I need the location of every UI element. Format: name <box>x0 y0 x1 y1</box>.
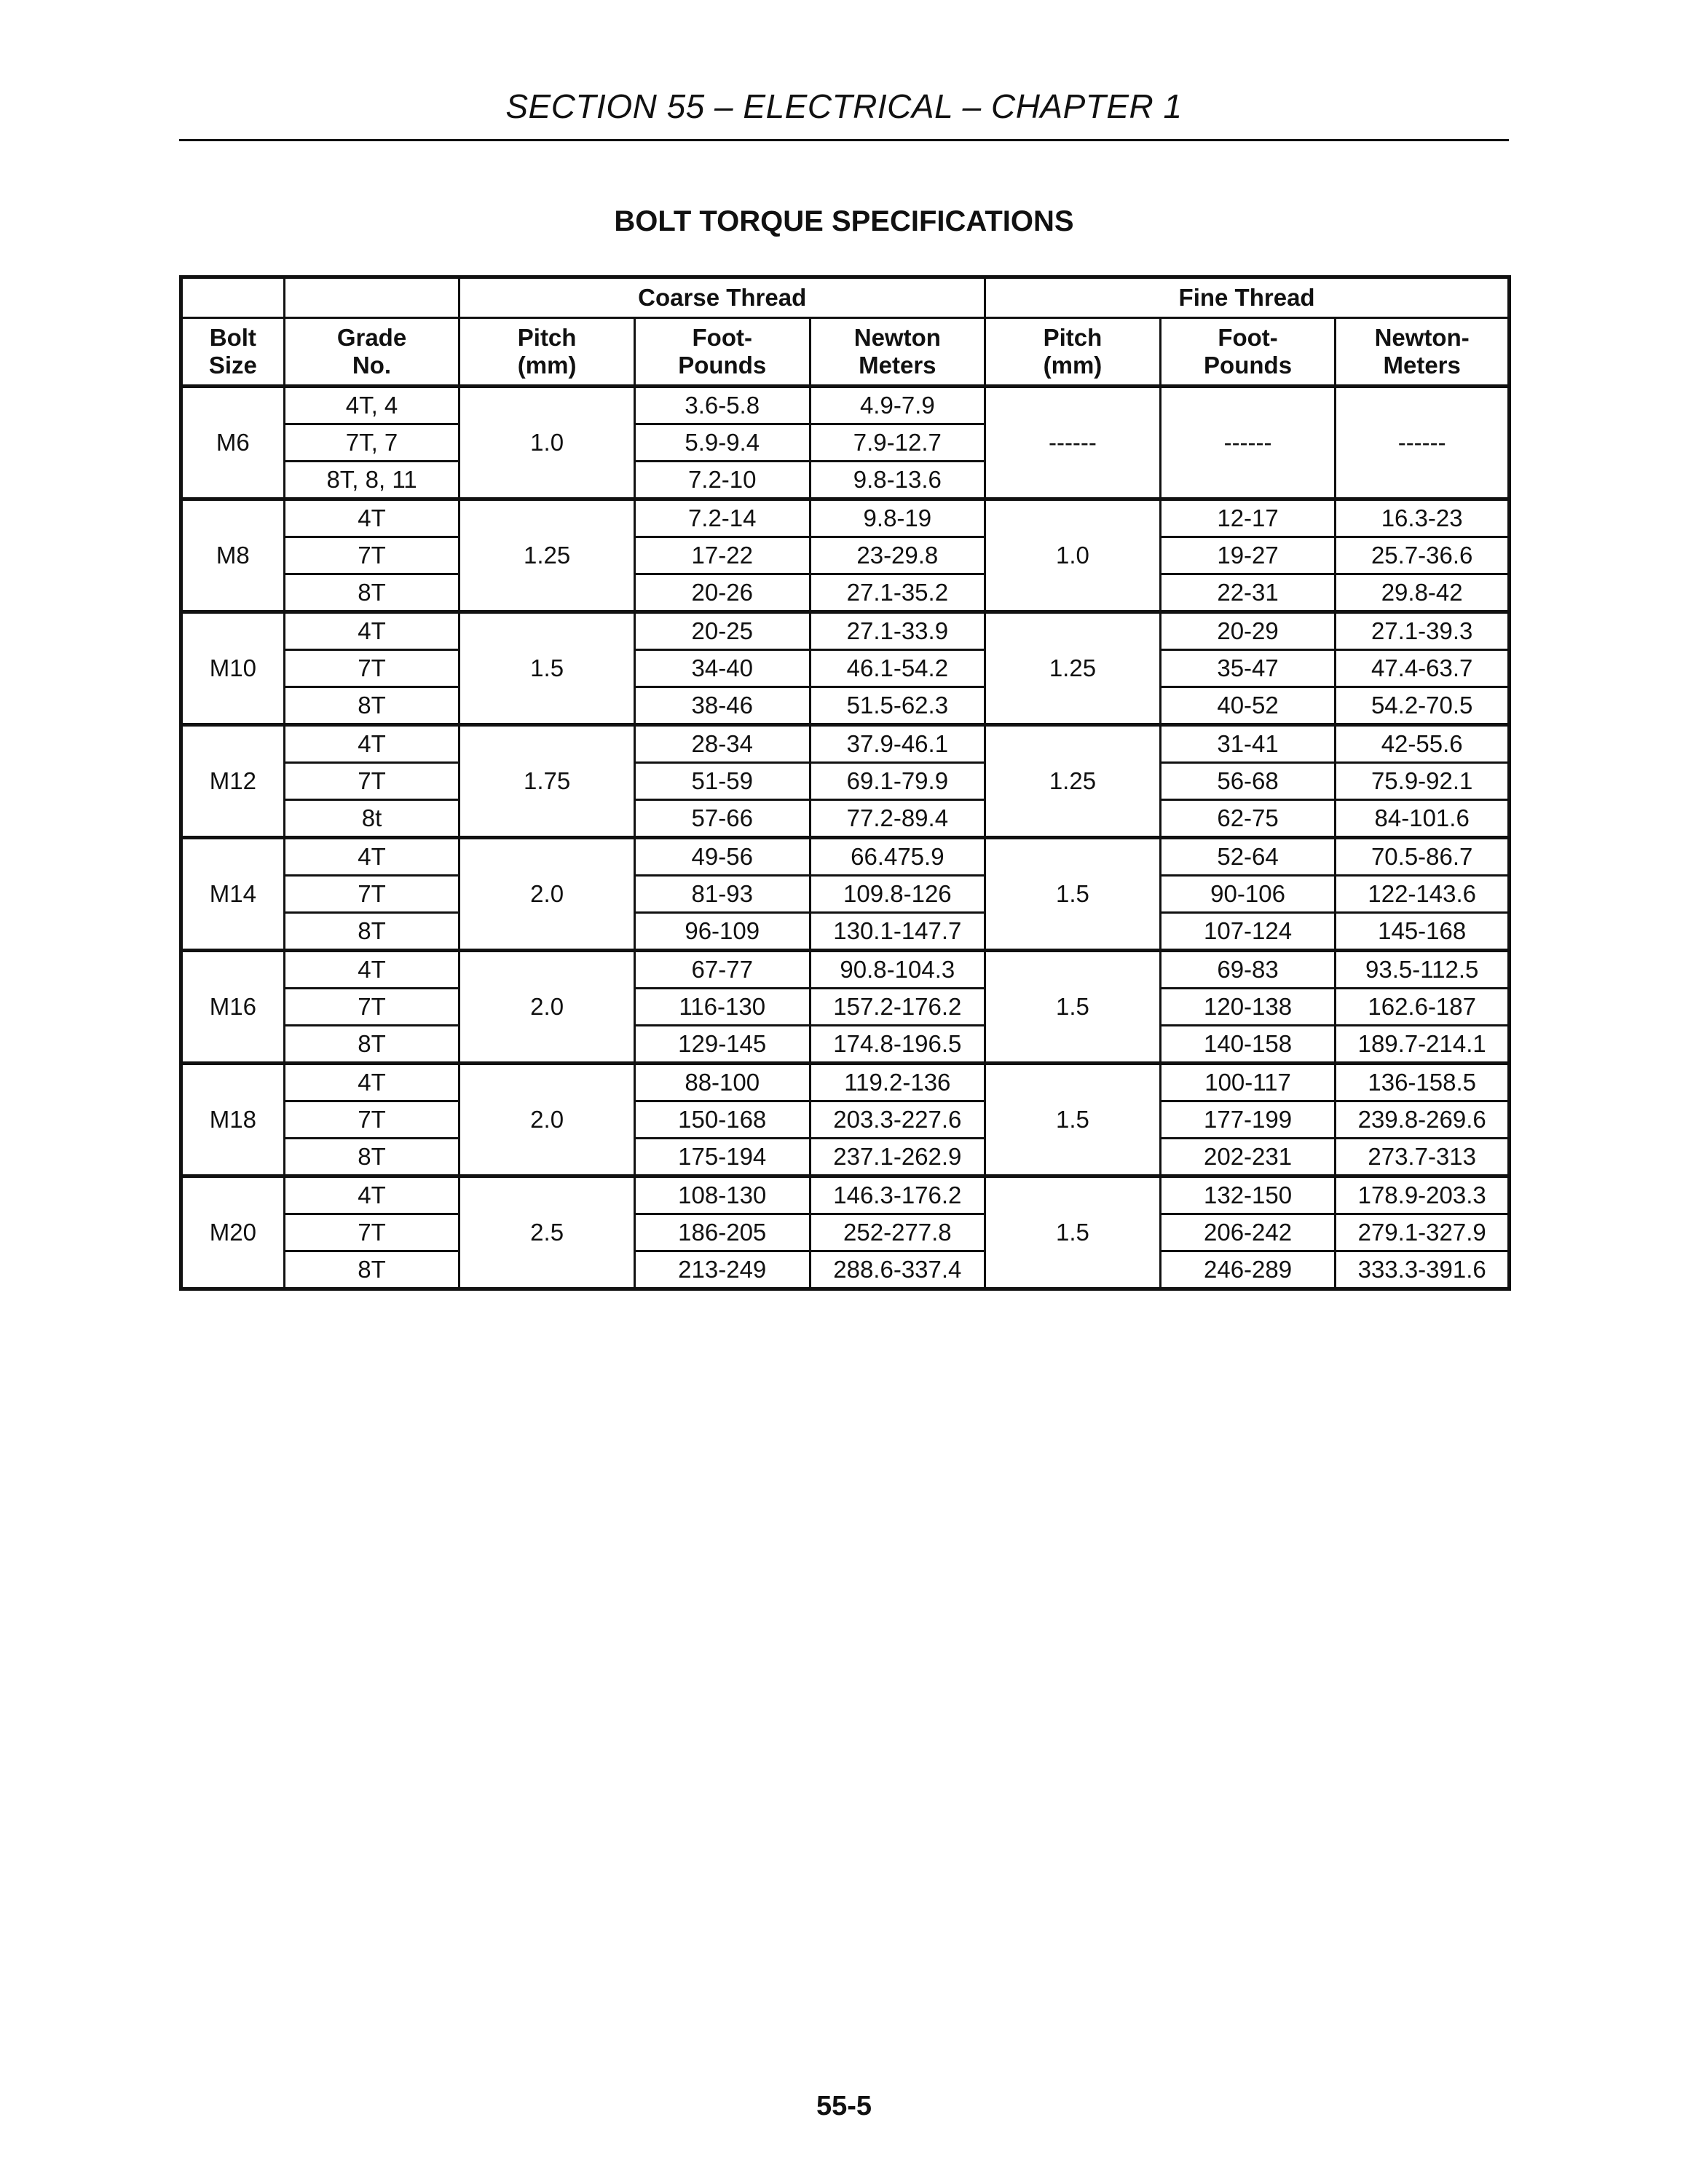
bolt-size-cell: M16 <box>181 951 285 1064</box>
grade-cell: 7T <box>284 1214 460 1251</box>
table-row <box>181 387 1510 424</box>
fine-foot-pounds-cell: 40-52 <box>1160 687 1336 725</box>
col-coarse-newton-meters: Newton Meters <box>810 318 985 387</box>
fine-newton-meters-cell: 333.3-391.6 <box>1336 1251 1510 1289</box>
fine-foot-pounds-cell: 132-150 <box>1160 1176 1336 1214</box>
grade-cell: 4T, 4 <box>284 387 460 424</box>
coarse-foot-pounds-cell: 28-34 <box>634 725 810 763</box>
fine-thread-header: Fine Thread <box>985 277 1510 318</box>
table-row <box>181 1176 1510 1214</box>
table-row <box>181 838 1510 876</box>
fine-foot-pounds-cell: 56-68 <box>1160 763 1336 800</box>
page-number: 55-5 <box>816 2091 872 2121</box>
coarse-pitch-cell: 1.0 <box>460 387 635 499</box>
coarse-foot-pounds-cell: 96-109 <box>634 913 810 951</box>
fine-newton-meters-cell: 84-101.6 <box>1336 800 1510 838</box>
grade-cell: 4T <box>284 725 460 763</box>
coarse-newton-meters-cell: 46.1-54.2 <box>810 650 985 687</box>
col-fine-pitch: Pitch (mm) <box>985 318 1161 387</box>
coarse-foot-pounds-cell: 34-40 <box>634 650 810 687</box>
coarse-foot-pounds-cell: 7.2-10 <box>634 462 810 499</box>
fine-newton-meters-cell: 75.9-92.1 <box>1336 763 1510 800</box>
fine-foot-pounds-cell: 246-289 <box>1160 1251 1336 1289</box>
coarse-newton-meters-cell: 4.9-7.9 <box>810 387 985 424</box>
coarse-foot-pounds-cell: 213-249 <box>634 1251 810 1289</box>
fine-newton-meters-cell: 47.4-63.7 <box>1336 650 1510 687</box>
bolt-size-cell: M8 <box>181 499 285 612</box>
fine-pitch-cell: 1.25 <box>985 725 1161 838</box>
page-title: BOLT TORQUE SPECIFICATIONS <box>614 205 1074 237</box>
bolt-size-cell: M18 <box>181 1064 285 1176</box>
table-row <box>181 1251 1510 1289</box>
col-fine-newton-meters: Newton- Meters <box>1336 318 1510 387</box>
table-row <box>181 725 1510 763</box>
fine-newton-meters-cell: ------ <box>1336 387 1510 499</box>
coarse-newton-meters-cell: 77.2-89.4 <box>810 800 985 838</box>
coarse-foot-pounds-cell: 116-130 <box>634 989 810 1026</box>
table-row <box>181 800 1510 838</box>
coarse-pitch-cell: 2.0 <box>460 951 635 1064</box>
fine-foot-pounds-cell: 202-231 <box>1160 1139 1336 1176</box>
coarse-foot-pounds-cell: 49-56 <box>634 838 810 876</box>
table-row <box>181 1214 1510 1251</box>
col-coarse-foot-pounds: Foot- Pounds <box>634 318 810 387</box>
grade-cell: 4T <box>284 1064 460 1101</box>
coarse-newton-meters-cell: 203.3-227.6 <box>810 1101 985 1139</box>
coarse-thread-header: Coarse Thread <box>460 277 985 318</box>
table-row <box>181 1026 1510 1064</box>
table-row <box>181 763 1510 800</box>
coarse-newton-meters-cell: 109.8-126 <box>810 876 985 913</box>
header-rule <box>179 139 1509 141</box>
fine-pitch-cell: 1.5 <box>985 1064 1161 1176</box>
bolt-size-cell: M20 <box>181 1176 285 1289</box>
grade-cell: 7T <box>284 650 460 687</box>
grade-cell: 7T <box>284 876 460 913</box>
grade-cell: 7T, 7 <box>284 424 460 462</box>
fine-pitch-cell: 1.25 <box>985 612 1161 725</box>
bolt-size-cell: M6 <box>181 387 285 499</box>
coarse-foot-pounds-cell: 20-25 <box>634 612 810 650</box>
coarse-newton-meters-cell: 146.3-176.2 <box>810 1176 985 1214</box>
grade-cell: 8T <box>284 687 460 725</box>
coarse-pitch-cell: 1.25 <box>460 499 635 612</box>
grade-cell: 8T <box>284 1251 460 1289</box>
table-row <box>181 687 1510 725</box>
grade-cell: 7T <box>284 537 460 574</box>
coarse-foot-pounds-cell: 7.2-14 <box>634 499 810 537</box>
section-header: SECTION 55 – ELECTRICAL – CHAPTER 1 <box>505 87 1183 125</box>
col-coarse-pitch: Pitch (mm) <box>460 318 635 387</box>
grade-cell: 4T <box>284 612 460 650</box>
fine-foot-pounds-cell: 62-75 <box>1160 800 1336 838</box>
fine-newton-meters-cell: 93.5-112.5 <box>1336 951 1510 989</box>
grade-cell: 8T <box>284 1026 460 1064</box>
grade-cell: 7T <box>284 763 460 800</box>
coarse-newton-meters-cell: 252-277.8 <box>810 1214 985 1251</box>
coarse-foot-pounds-cell: 67-77 <box>634 951 810 989</box>
fine-newton-meters-cell: 136-158.5 <box>1336 1064 1510 1101</box>
fine-pitch-cell: 1.5 <box>985 951 1161 1064</box>
fine-foot-pounds-cell: ------ <box>1160 387 1336 499</box>
coarse-foot-pounds-cell: 186-205 <box>634 1214 810 1251</box>
table-row <box>181 574 1510 612</box>
coarse-pitch-cell: 2.5 <box>460 1176 635 1289</box>
fine-foot-pounds-cell: 19-27 <box>1160 537 1336 574</box>
grade-cell: 4T <box>284 951 460 989</box>
grade-cell: 7T <box>284 989 460 1026</box>
fine-foot-pounds-cell: 206-242 <box>1160 1214 1336 1251</box>
fine-newton-meters-cell: 70.5-86.7 <box>1336 838 1510 876</box>
table-row <box>181 989 1510 1026</box>
coarse-foot-pounds-cell: 38-46 <box>634 687 810 725</box>
col-grade: Grade No. <box>284 318 460 387</box>
header-corner-grade <box>284 277 460 318</box>
fine-foot-pounds-cell: 22-31 <box>1160 574 1336 612</box>
table-row <box>181 1101 1510 1139</box>
fine-newton-meters-cell: 122-143.6 <box>1336 876 1510 913</box>
fine-foot-pounds-cell: 90-106 <box>1160 876 1336 913</box>
coarse-newton-meters-cell: 23-29.8 <box>810 537 985 574</box>
fine-pitch-cell: 1.5 <box>985 1176 1161 1289</box>
fine-newton-meters-cell: 16.3-23 <box>1336 499 1510 537</box>
table-row <box>181 499 1510 537</box>
table-row <box>181 612 1510 650</box>
fine-foot-pounds-cell: 35-47 <box>1160 650 1336 687</box>
coarse-newton-meters-cell: 237.1-262.9 <box>810 1139 985 1176</box>
fine-newton-meters-cell: 27.1-39.3 <box>1336 612 1510 650</box>
table-row <box>181 951 1510 989</box>
grade-cell: 8T <box>284 574 460 612</box>
coarse-newton-meters-cell: 9.8-13.6 <box>810 462 985 499</box>
coarse-newton-meters-cell: 90.8-104.3 <box>810 951 985 989</box>
fine-pitch-cell: ------ <box>985 387 1161 499</box>
table-row <box>181 650 1510 687</box>
coarse-foot-pounds-cell: 5.9-9.4 <box>634 424 810 462</box>
coarse-newton-meters-cell: 51.5-62.3 <box>810 687 985 725</box>
table-row <box>181 1064 1510 1101</box>
fine-foot-pounds-cell: 140-158 <box>1160 1026 1336 1064</box>
coarse-pitch-cell: 2.0 <box>460 838 635 951</box>
coarse-pitch-cell: 1.75 <box>460 725 635 838</box>
grade-cell: 8t <box>284 800 460 838</box>
fine-foot-pounds-cell: 12-17 <box>1160 499 1336 537</box>
coarse-newton-meters-cell: 174.8-196.5 <box>810 1026 985 1064</box>
fine-newton-meters-cell: 239.8-269.6 <box>1336 1101 1510 1139</box>
fine-newton-meters-cell: 145-168 <box>1336 913 1510 951</box>
coarse-foot-pounds-cell: 88-100 <box>634 1064 810 1101</box>
col-bolt-size: Bolt Size <box>181 318 285 387</box>
coarse-foot-pounds-cell: 57-66 <box>634 800 810 838</box>
fine-newton-meters-cell: 178.9-203.3 <box>1336 1176 1510 1214</box>
coarse-newton-meters-cell: 27.1-33.9 <box>810 612 985 650</box>
grade-cell: 4T <box>284 838 460 876</box>
grade-cell: 4T <box>284 499 460 537</box>
coarse-newton-meters-cell: 130.1-147.7 <box>810 913 985 951</box>
fine-foot-pounds-cell: 69-83 <box>1160 951 1336 989</box>
fine-foot-pounds-cell: 52-64 <box>1160 838 1336 876</box>
fine-foot-pounds-cell: 31-41 <box>1160 725 1336 763</box>
fine-foot-pounds-cell: 120-138 <box>1160 989 1336 1026</box>
coarse-foot-pounds-cell: 175-194 <box>634 1139 810 1176</box>
fine-newton-meters-cell: 54.2-70.5 <box>1336 687 1510 725</box>
fine-foot-pounds-cell: 100-117 <box>1160 1064 1336 1101</box>
header-corner-bolt <box>181 277 285 318</box>
coarse-newton-meters-cell: 288.6-337.4 <box>810 1251 985 1289</box>
fine-newton-meters-cell: 279.1-327.9 <box>1336 1214 1510 1251</box>
bolt-torque-table <box>179 275 1511 1291</box>
coarse-newton-meters-cell: 37.9-46.1 <box>810 725 985 763</box>
coarse-newton-meters-cell: 69.1-79.9 <box>810 763 985 800</box>
fine-foot-pounds-cell: 20-29 <box>1160 612 1336 650</box>
fine-pitch-cell: 1.5 <box>985 838 1161 951</box>
fine-newton-meters-cell: 25.7-36.6 <box>1336 537 1510 574</box>
coarse-foot-pounds-cell: 81-93 <box>634 876 810 913</box>
bolt-size-cell: M14 <box>181 838 285 951</box>
fine-foot-pounds-cell: 107-124 <box>1160 913 1336 951</box>
coarse-newton-meters-cell: 119.2-136 <box>810 1064 985 1101</box>
grade-cell: 8T <box>284 1139 460 1176</box>
coarse-newton-meters-cell: 9.8-19 <box>810 499 985 537</box>
table-row <box>181 913 1510 951</box>
coarse-foot-pounds-cell: 51-59 <box>634 763 810 800</box>
coarse-newton-meters-cell: 157.2-176.2 <box>810 989 985 1026</box>
coarse-pitch-cell: 1.5 <box>460 612 635 725</box>
grade-cell: 7T <box>284 1101 460 1139</box>
bolt-size-cell: M10 <box>181 612 285 725</box>
table-row <box>181 876 1510 913</box>
fine-newton-meters-cell: 162.6-187 <box>1336 989 1510 1026</box>
fine-newton-meters-cell: 29.8-42 <box>1336 574 1510 612</box>
coarse-foot-pounds-cell: 3.6-5.8 <box>634 387 810 424</box>
table-row <box>181 537 1510 574</box>
coarse-foot-pounds-cell: 20-26 <box>634 574 810 612</box>
coarse-newton-meters-cell: 66.475.9 <box>810 838 985 876</box>
coarse-foot-pounds-cell: 108-130 <box>634 1176 810 1214</box>
fine-pitch-cell: 1.0 <box>985 499 1161 612</box>
coarse-foot-pounds-cell: 17-22 <box>634 537 810 574</box>
grade-cell: 4T <box>284 1176 460 1214</box>
fine-foot-pounds-cell: 177-199 <box>1160 1101 1336 1139</box>
bolt-size-cell: M12 <box>181 725 285 838</box>
coarse-newton-meters-cell: 27.1-35.2 <box>810 574 985 612</box>
grade-cell: 8T <box>284 913 460 951</box>
fine-newton-meters-cell: 42-55.6 <box>1336 725 1510 763</box>
coarse-foot-pounds-cell: 150-168 <box>634 1101 810 1139</box>
grade-cell: 8T, 8, 11 <box>284 462 460 499</box>
fine-newton-meters-cell: 273.7-313 <box>1336 1139 1510 1176</box>
table-row <box>181 1139 1510 1176</box>
coarse-pitch-cell: 2.0 <box>460 1064 635 1176</box>
fine-newton-meters-cell: 189.7-214.1 <box>1336 1026 1510 1064</box>
coarse-foot-pounds-cell: 129-145 <box>634 1026 810 1064</box>
col-fine-foot-pounds: Foot- Pounds <box>1160 318 1336 387</box>
coarse-newton-meters-cell: 7.9-12.7 <box>810 424 985 462</box>
